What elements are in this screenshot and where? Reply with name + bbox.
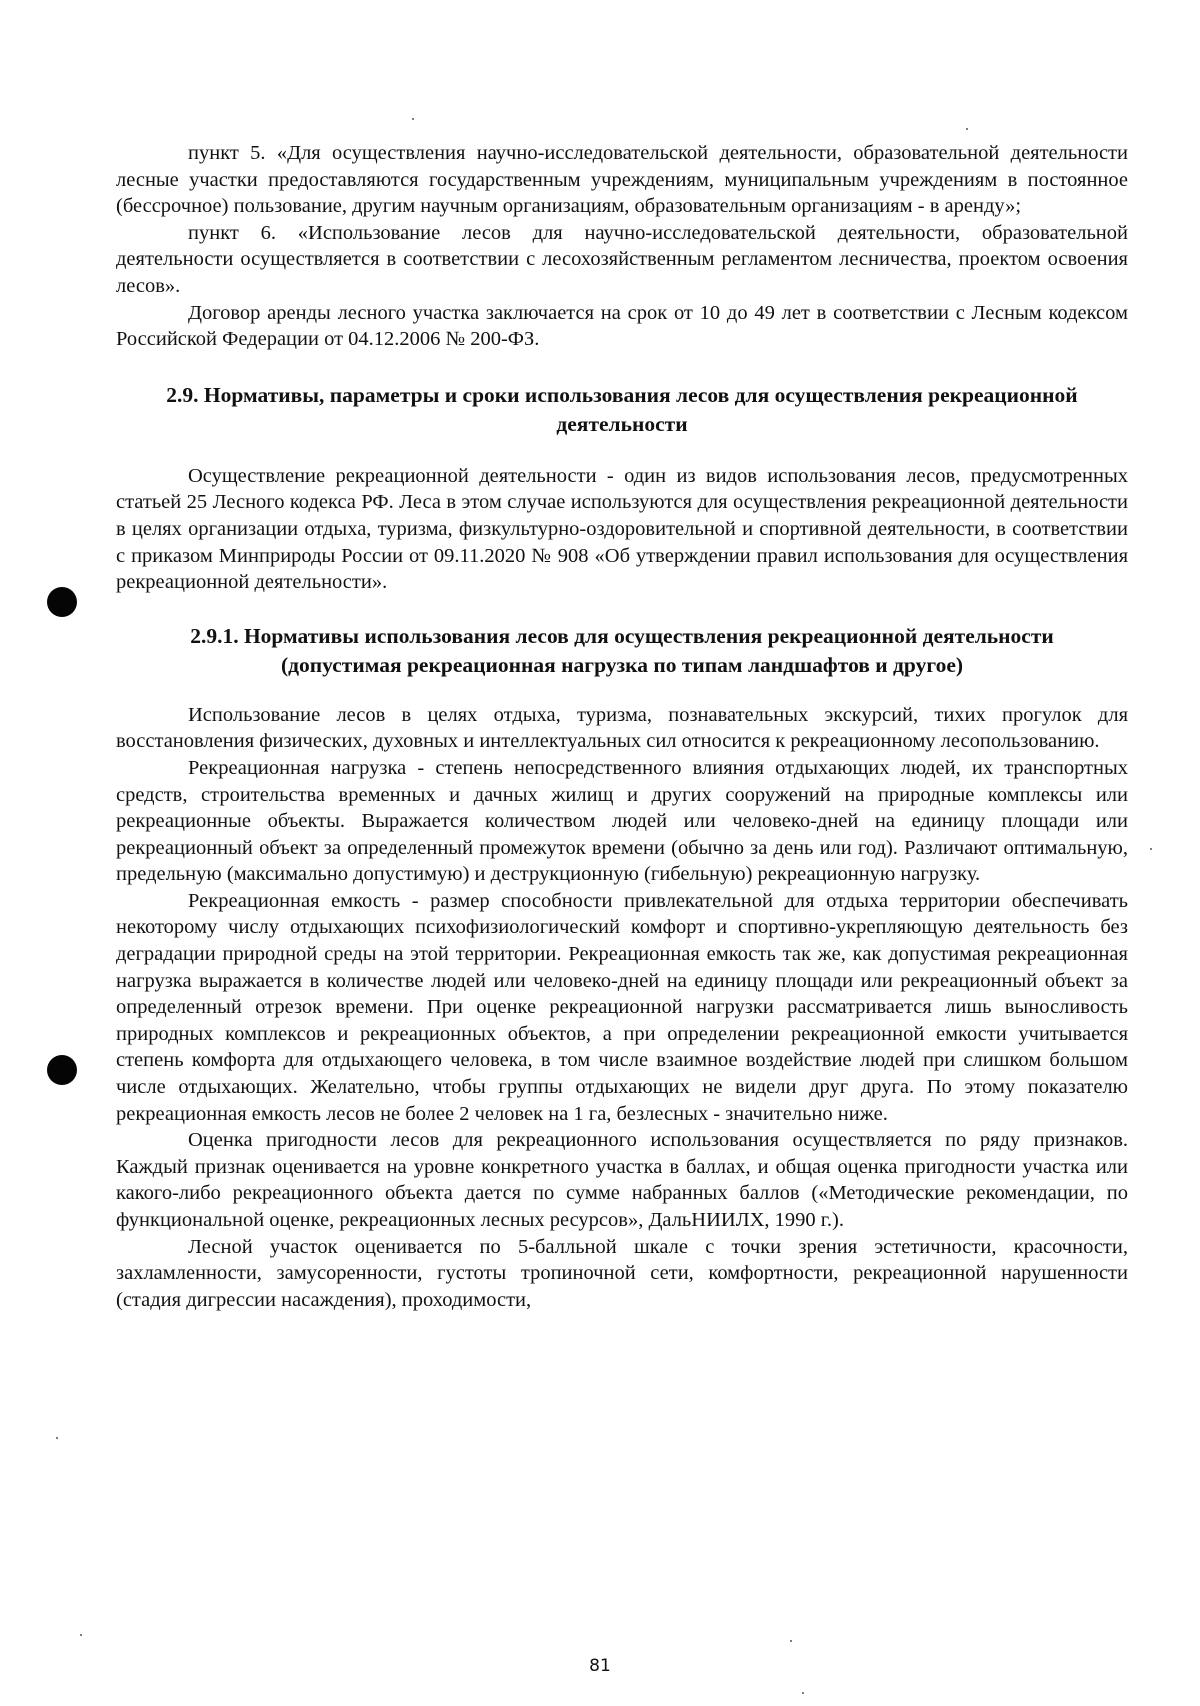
paragraph-punkt-5: пункт 5. «Для осуществления научно-исследовательской деятельности, образовательной деятельности лесные участки предоставляются государственным учреждениям, муниципальным учреждениям в постоянное (бессрочное) пользование, другим научным организациям, образовательным организациям - в аренду»;: [116, 142, 1128, 218]
scan-speck: [80, 1634, 82, 1636]
page-number: 81: [589, 1656, 611, 1676]
paragraph-suitability-assessment: Оценка пригодности лесов для рекреационного использования осуществляется по ряду признаков. Каждый признак оценивается на уровне конкретного участка в баллах, и общая оценка пригодности участка или какого-либо рекреационного объекта дается по сумме набранных баллов («Методические рекомендации, по функциональной оценке, рекреационных лесных ресурсов», ДальНИИЛХ, 1990 г.).: [116, 1129, 1128, 1231]
scan-speck: [1150, 848, 1152, 850]
punch-hole: [47, 587, 77, 617]
document-page: [116, 140, 1128, 1313]
punch-hole: [47, 1055, 77, 1085]
section-heading-2-9: 2.9. Нормативы, параметры и сроки использования лесов для осуществления рекреационной деятельности: [166, 382, 1078, 436]
scan-speck: [790, 1640, 792, 1642]
paragraph-lease-term: Договор аренды лесного участка заключается на срок от 10 до 49 лет в соответствии с Лесным кодексом Российской Федерации от 04.12.2006 № 200-ФЗ.: [116, 301, 1128, 351]
paragraph-punkt-6: пункт 6. «Использование лесов для научно-исследовательской деятельности, образовательной деятельности осуществляется в соответствии с лесохозяйственным регламентом лесничества, проектом освоения лесов».: [116, 221, 1128, 297]
paragraph-recreational-activity: Осуществление рекреационной деятельности - один из видов использования лесов, предусмотренных статьей 25 Лесного кодекса РФ. Леса в этом случае используются для осуществления рекреационной деятельности в целях организации отдыха, туризма, физкультурно-оздоровительной и спортивной деятельности, в соответствии с приказом Минприроды России от 09.11.2020 № 908 «Об утверждении правил использования для осуществления рекреационной деятельности».: [116, 464, 1128, 594]
scan-speck: [966, 128, 968, 130]
scan-speck: [56, 1437, 58, 1439]
paragraph-recreational-use: Использование лесов в целях отдыха, туризма, познавательных экскурсий, тихих прогулок для восстановления физических, духовных и интеллектуальных сил относится к рекреационному лесопользованию.: [116, 703, 1128, 753]
section-heading-2-9-1: 2.9.1. Нормативы использования лесов для осуществления рекреационной деятельности (допустимая рекреационная нагрузка по типам ландшафтов и другое): [190, 623, 1054, 677]
scan-speck: [412, 118, 414, 120]
paragraph-recreational-load: Рекреационная нагрузка - степень непосредственного влияния отдыхающих людей, их транспортных средств, строительства временных и дачных жилищ и других сооружений на природные комплексы или рекреационные объекты. Выражается количеством людей или человеко-дней на единицу площади или рекреационный объект за определенный промежуток времени (обычно за день или год). Различают оптимальную, предельную (максимально допустимую) и деструкционную (гибельную) рекреационную нагрузку.: [116, 756, 1128, 886]
scan-speck: [802, 1692, 804, 1694]
paragraph-recreational-capacity: Рекреационная емкость - размер способности привлекательной для отдыха территории обеспечивать некоторому числу отдыхающих психофизиологический комфорт и спортивно-укрепляющую деятельность без деградации природной среды на этой территории. Рекреационная емкость так же, как допустимая рекреационная нагрузка выражается в количестве людей или человеко-дней на единицу площади или рекреационный объект за определенный отрезок времени. При оценке рекреационной нагрузки рассматривается лишь выносливость природных комплексов и рекреационных объектов, а при определении рекреационной емкости учитывается степень комфорта для отдыхающего человека, в том числе взаимное воздействие людей при слишком большом числе отдыхающих. Желательно, чтобы группы отдыхающих не видели друг друга. По этому показателю рекреационная емкость лесов не более 2 человек на 1 га, безлесных - значительно ниже.: [116, 889, 1128, 1125]
paragraph-five-point-scale: Лесной участок оценивается по 5-балльной шкале с точки зрения эстетичности, красочности, захламленности, замусоренности, густоты тропиночной сети, комфортности, рекреационной нарушенности (стадия дигрессии насаждения), проходимости,: [116, 1235, 1128, 1311]
